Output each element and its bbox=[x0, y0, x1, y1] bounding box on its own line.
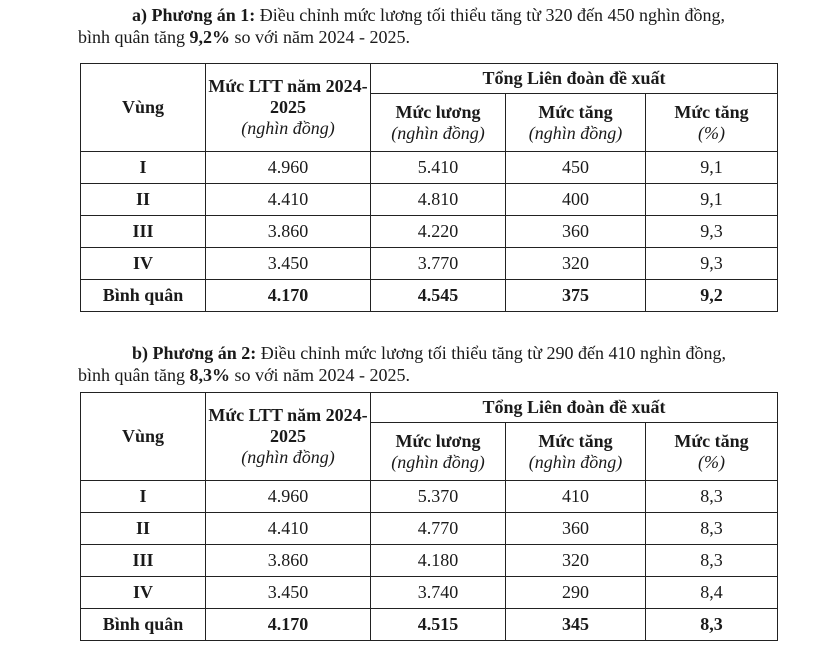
col-wage-title: Mức lương bbox=[395, 101, 481, 122]
cell-region: III bbox=[81, 545, 206, 577]
col-pct-unit: (%) bbox=[698, 122, 725, 143]
cell-pct: 9,1 bbox=[646, 184, 778, 216]
col-ltt-title: Mức LTT năm 2024-2025 bbox=[208, 405, 368, 446]
cell-region: I bbox=[81, 152, 206, 184]
option-a-text: Điều chỉnh mức lương tối thiểu tăng từ 320 đến 450 nghìn đồng, bbox=[255, 5, 726, 25]
col-inc-header bbox=[506, 94, 646, 152]
option-a-line2-prefix: bình quân tăng bbox=[78, 27, 190, 47]
table-row bbox=[81, 577, 778, 609]
col-wage-header bbox=[371, 94, 506, 152]
option-b-text: Điều chỉnh mức lương tối thiểu tăng từ 290 đến 410 nghìn đồng, bbox=[256, 343, 727, 363]
option-a-paragraph bbox=[78, 4, 818, 48]
cell-region: III bbox=[81, 216, 206, 248]
col-wage-header bbox=[371, 423, 506, 481]
cell-inc: 320 bbox=[506, 545, 646, 577]
table-row-average bbox=[81, 609, 778, 641]
table-header-row bbox=[81, 64, 778, 94]
cell-inc: 360 bbox=[506, 216, 646, 248]
table-row bbox=[81, 513, 778, 545]
cell-ltt: 3.860 bbox=[206, 216, 371, 248]
cell-wage: 4.180 bbox=[371, 545, 506, 577]
cell-ltt: 4.410 bbox=[206, 184, 371, 216]
col-ltt-unit: (nghìn đồng) bbox=[241, 118, 335, 138]
cell-region: Bình quân bbox=[81, 609, 206, 641]
cell-ltt: 4.170 bbox=[206, 609, 371, 641]
cell-region: I bbox=[81, 481, 206, 513]
cell-inc: 320 bbox=[506, 248, 646, 280]
cell-pct: 8,3 bbox=[646, 513, 778, 545]
col-inc-title: Mức tăng bbox=[538, 101, 613, 122]
table-row bbox=[81, 216, 778, 248]
col-ltt-unit: (nghìn đồng) bbox=[241, 447, 335, 467]
cell-region: II bbox=[81, 513, 206, 545]
col-pct-title: Mức tăng bbox=[674, 101, 749, 122]
cell-pct: 8,3 bbox=[646, 609, 778, 641]
cell-wage: 3.740 bbox=[371, 577, 506, 609]
cell-pct: 8,3 bbox=[646, 545, 778, 577]
option-b-paragraph bbox=[78, 342, 818, 386]
option-b-heading: b) Phương án 2: bbox=[132, 343, 257, 363]
col-inc-header bbox=[506, 423, 646, 481]
col-wage-unit: (nghìn đồng) bbox=[391, 122, 485, 143]
cell-wage: 4.770 bbox=[371, 513, 506, 545]
cell-pct: 9,2 bbox=[646, 280, 778, 312]
table-row bbox=[81, 545, 778, 577]
cell-pct: 9,3 bbox=[646, 216, 778, 248]
col-inc-unit: (nghìn đồng) bbox=[528, 122, 623, 143]
col-region-header: Vùng bbox=[81, 64, 206, 152]
table-row bbox=[81, 248, 778, 280]
col-pct-header bbox=[646, 94, 778, 152]
cell-inc: 345 bbox=[506, 609, 646, 641]
cell-ltt: 4.960 bbox=[206, 481, 371, 513]
option-a-line2-suffix: so với năm 2024 - 2025. bbox=[229, 27, 410, 47]
cell-inc: 400 bbox=[506, 184, 646, 216]
col-inc-unit: (nghìn đồng) bbox=[528, 451, 623, 472]
option-b-table bbox=[80, 392, 778, 641]
table-header-row bbox=[81, 393, 778, 423]
cell-inc: 410 bbox=[506, 481, 646, 513]
cell-wage: 5.370 bbox=[371, 481, 506, 513]
group-header: Tổng Liên đoàn đề xuất bbox=[371, 393, 778, 423]
cell-wage: 4.515 bbox=[371, 609, 506, 641]
cell-ltt: 3.450 bbox=[206, 577, 371, 609]
col-pct-header bbox=[646, 423, 778, 481]
col-ltt-header bbox=[206, 64, 371, 152]
option-b-line2-suffix: so với năm 2024 - 2025. bbox=[229, 365, 410, 385]
col-region-header: Vùng bbox=[81, 393, 206, 481]
table-row bbox=[81, 184, 778, 216]
cell-pct: 8,4 bbox=[646, 577, 778, 609]
table-row bbox=[81, 481, 778, 513]
col-ltt-header bbox=[206, 393, 371, 481]
col-inc-title: Mức tăng bbox=[538, 430, 613, 451]
group-header: Tổng Liên đoàn đề xuất bbox=[371, 64, 778, 94]
cell-ltt: 4.960 bbox=[206, 152, 371, 184]
cell-pct: 8,3 bbox=[646, 481, 778, 513]
cell-inc: 450 bbox=[506, 152, 646, 184]
col-ltt-title: Mức LTT năm 2024-2025 bbox=[208, 76, 368, 117]
cell-inc: 360 bbox=[506, 513, 646, 545]
cell-region: IV bbox=[81, 248, 206, 280]
cell-wage: 3.770 bbox=[371, 248, 506, 280]
cell-wage: 5.410 bbox=[371, 152, 506, 184]
col-pct-title: Mức tăng bbox=[674, 430, 749, 451]
cell-wage: 4.545 bbox=[371, 280, 506, 312]
option-b-avg-percent: 8,3% bbox=[189, 365, 230, 385]
cell-region: II bbox=[81, 184, 206, 216]
cell-region: IV bbox=[81, 577, 206, 609]
cell-inc: 375 bbox=[506, 280, 646, 312]
cell-ltt: 4.170 bbox=[206, 280, 371, 312]
cell-inc: 290 bbox=[506, 577, 646, 609]
option-a-table bbox=[80, 63, 778, 312]
cell-pct: 9,1 bbox=[646, 152, 778, 184]
table-row-average bbox=[81, 280, 778, 312]
option-a-avg-percent: 9,2% bbox=[189, 27, 230, 47]
col-wage-unit: (nghìn đồng) bbox=[391, 451, 485, 472]
option-a-heading: a) Phương án 1: bbox=[132, 5, 256, 25]
cell-region: Bình quân bbox=[81, 280, 206, 312]
col-wage-title: Mức lương bbox=[395, 430, 481, 451]
option-b-line2-prefix: bình quân tăng bbox=[78, 365, 190, 385]
cell-pct: 9,3 bbox=[646, 248, 778, 280]
cell-ltt: 3.450 bbox=[206, 248, 371, 280]
cell-wage: 4.220 bbox=[371, 216, 506, 248]
table-row bbox=[81, 152, 778, 184]
cell-wage: 4.810 bbox=[371, 184, 506, 216]
col-pct-unit: (%) bbox=[698, 451, 725, 472]
cell-ltt: 4.410 bbox=[206, 513, 371, 545]
cell-ltt: 3.860 bbox=[206, 545, 371, 577]
